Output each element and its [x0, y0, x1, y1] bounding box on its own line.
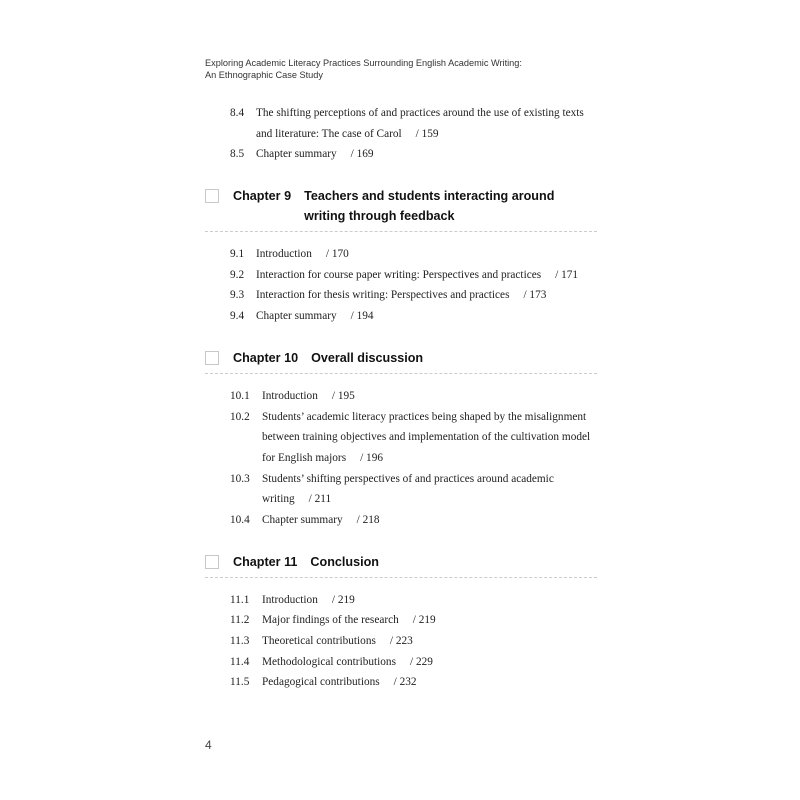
entry-number: 9.4 — [230, 310, 245, 323]
entry-text-line — [262, 427, 590, 448]
entry-text-line — [262, 672, 417, 693]
entry-text-line-content: Chapter summary — [256, 148, 337, 161]
toc-entry — [205, 469, 597, 510]
entry-number: 9.2 — [230, 268, 245, 281]
toc-section — [205, 552, 597, 693]
entry-page: / 195 — [331, 390, 355, 403]
chapter-title-line: Conclusion — [310, 554, 379, 569]
entry-text — [262, 469, 554, 510]
entry-text-line-content: and literature: The case of Carol — [256, 127, 402, 140]
entry-text — [262, 610, 436, 631]
entry-number: 10.3 — [230, 472, 250, 485]
entry-text — [256, 144, 374, 165]
entry-page: / 159 — [415, 127, 439, 140]
entry-page: / 223 — [389, 635, 413, 647]
entry-text-line — [256, 244, 349, 265]
entry-text-line-content: The shifting perceptions of and practices around the use of existing texts — [256, 107, 584, 119]
toc-section — [205, 103, 597, 165]
chapter-heading — [205, 552, 597, 578]
entry-text-line — [256, 306, 374, 327]
toc-section — [205, 186, 597, 326]
entry-number: 9.1 — [230, 248, 245, 261]
page-number: 4 — [205, 738, 212, 752]
toc-entry — [205, 610, 597, 631]
entry-text-line-content: Introduction — [262, 390, 318, 403]
entry-page: / 219 — [412, 614, 436, 627]
toc-entry — [205, 510, 597, 531]
entry-text-line — [256, 124, 584, 145]
entry-text-line-content: Students’ shifting perspectives of and practices around academic — [262, 472, 554, 485]
entry-text-line-content: Theoretical contributions — [262, 635, 376, 647]
entry-text-line-content: Students’ academic literacy practices being shaped by the misalignment — [262, 410, 587, 423]
entry-text-line-content: Chapter summary — [256, 310, 337, 323]
entry-text-line-content: Pedagogical contributions — [262, 676, 380, 689]
entry-text-line-content: Methodological contributions — [262, 655, 396, 668]
checkbox-square-icon — [205, 555, 219, 569]
toc-entry — [205, 672, 597, 693]
entry-text-line — [256, 144, 374, 165]
entry-text-line — [262, 489, 554, 510]
chapter-heading — [205, 186, 597, 232]
entry-text — [256, 103, 584, 144]
entry-number: 9.3 — [230, 289, 245, 302]
toc-entry — [205, 652, 597, 673]
entry-text — [262, 590, 355, 611]
entry-text-line-content: Introduction — [262, 593, 318, 606]
entry-text — [262, 510, 380, 531]
toc-entry — [205, 306, 597, 327]
entry-number: 10.4 — [230, 513, 250, 526]
running-header-line-2: An Ethnographic Case Study — [205, 70, 323, 80]
entry-page: / 196 — [360, 451, 384, 464]
entry-number: 8.5 — [230, 148, 245, 161]
toc-entry — [205, 244, 597, 265]
entry-text-line — [262, 510, 380, 531]
entry-text — [262, 631, 413, 652]
entry-number: 10.2 — [230, 410, 250, 423]
toc-entry — [205, 103, 597, 144]
running-header — [205, 57, 522, 81]
chapter-label: Chapter 11 — [233, 554, 298, 569]
entry-text-line — [256, 103, 584, 124]
entry-page: / 218 — [356, 513, 380, 526]
entry-text — [262, 652, 433, 673]
entry-number: 11.5 — [230, 676, 250, 689]
entry-page: / 232 — [393, 676, 417, 689]
entry-text-line-content: Major findings of the research — [262, 614, 399, 627]
toc-entry — [205, 407, 597, 469]
entry-text — [262, 407, 590, 469]
chapter-heading — [205, 348, 597, 374]
entry-text — [262, 386, 355, 407]
toc-entry — [205, 386, 597, 407]
entry-text — [256, 306, 374, 327]
entry-number: 11.1 — [230, 593, 250, 606]
entry-page: / 194 — [350, 310, 374, 323]
running-header-line-1: Exploring Academic Literacy Practices Surrounding English Academic Writing: — [205, 58, 522, 68]
chapter-title — [311, 348, 423, 368]
entry-text-line-content: Chapter summary — [262, 513, 343, 526]
entry-text-line — [262, 407, 590, 428]
table-of-contents — [205, 103, 597, 693]
toc-entry — [205, 265, 597, 286]
entry-text-line — [262, 590, 355, 611]
entry-text-line-content: writing — [262, 493, 295, 506]
entry-text-line — [262, 652, 433, 673]
entry-text-line — [256, 265, 578, 286]
chapter-label: Chapter 9 — [233, 189, 292, 204]
entry-number: 8.4 — [230, 107, 245, 119]
chapter-title-line: writing through feedback — [304, 209, 455, 224]
toc-entry — [205, 590, 597, 611]
entry-text — [256, 285, 546, 306]
entry-page: / 219 — [331, 593, 355, 606]
entry-number: 11.3 — [230, 635, 250, 647]
entry-number: 10.1 — [230, 390, 250, 403]
chapter-title — [310, 552, 379, 572]
chapter-title — [304, 186, 554, 226]
chapter-title-line: Teachers and students interacting around — [304, 189, 555, 204]
entry-page: / 229 — [409, 655, 433, 668]
toc-entry — [205, 285, 597, 306]
entry-text-line — [262, 386, 355, 407]
toc-entry — [205, 144, 597, 165]
entry-text-line-content: for English majors — [262, 451, 347, 464]
entry-text-line — [256, 285, 546, 306]
entry-number: 11.2 — [230, 614, 250, 627]
entry-text-line — [262, 469, 554, 490]
checkbox-square-icon — [205, 189, 219, 203]
chapter-label: Chapter 10 — [233, 351, 299, 366]
entry-text-line — [262, 610, 436, 631]
entry-text — [262, 672, 417, 693]
entry-number: 11.4 — [230, 655, 250, 668]
entry-page: / 211 — [308, 493, 332, 506]
entry-text — [256, 244, 349, 265]
entry-text — [256, 265, 578, 286]
entry-text-line-content: between training objectives and implementation of the cultivation model — [262, 431, 591, 444]
entry-page: / 170 — [325, 248, 349, 261]
entry-text-line-content: Interaction for thesis writing: Perspectives and practices — [256, 289, 510, 302]
entry-text-line — [262, 631, 413, 652]
toc-entry — [205, 631, 597, 652]
entry-page: / 171 — [555, 268, 579, 281]
chapter-title-line: Overall discussion — [311, 351, 424, 366]
entry-page: / 173 — [523, 289, 547, 302]
entry-text-line — [262, 448, 590, 469]
entry-page: / 169 — [350, 148, 374, 161]
entry-text-line-content: Introduction — [256, 248, 312, 261]
toc-section — [205, 348, 597, 530]
checkbox-square-icon — [205, 351, 219, 365]
entry-text-line-content: Interaction for course paper writing: Perspectives and practices — [256, 268, 542, 281]
